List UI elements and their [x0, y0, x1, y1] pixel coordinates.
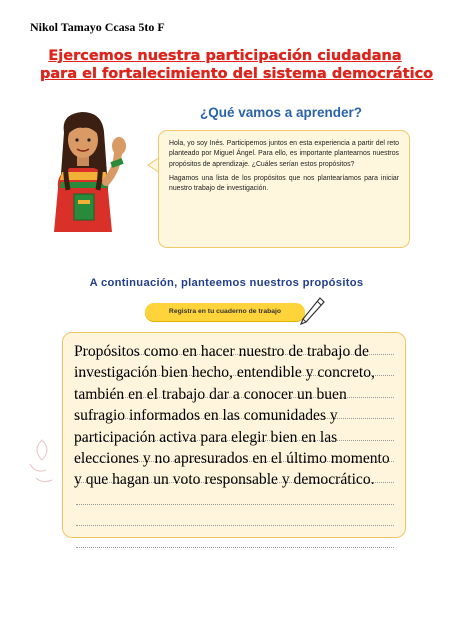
page-title-line-2: para el fortalecimiento del sistema democrático	[40, 66, 434, 82]
girl-illustration	[36, 108, 136, 238]
speech-bubble	[158, 130, 410, 248]
student-name: Nikol Tamayo Ccasa 5to F	[30, 20, 165, 34]
decorative-flower	[22, 430, 62, 490]
purposes-subtitle: A continuación, planteemos nuestros propósitos	[89, 277, 364, 289]
bubble-paragraph-2: Hagamos una lista de los propósitos que nos plantearíamos para iniciar nuestro trabajo de investigación.	[169, 175, 399, 193]
register-badge: Registra en tu cuaderno de trabajo	[145, 303, 305, 321]
pencil-icon	[298, 296, 326, 328]
bubble-paragraph-1: Hola, yo soy Inés. Participemos juntos en esta experiencia a partir del reto planteado por Miguel Ángel. Para ello, es importante plantearnos nuestros propósitos de aprendizaje. ¿Cuáles serían estos propósitos?	[169, 140, 399, 168]
section-question: ¿Qué vamos a aprender?	[200, 105, 363, 120]
purposes-answer-text: Propósitos como en hacer nuestro de trabajo de investigación bien hecho, entendible y concreto, también en el trabajo dar a conocer un buen sufragio informados en las comunidades y participación activa para elegir bien en las elecciones y no apresurados en el último momento y que hagan un voto responsable y democrático.	[74, 343, 390, 489]
page-title-line-1: Ejercemos nuestra participación ciudadana	[48, 48, 402, 64]
